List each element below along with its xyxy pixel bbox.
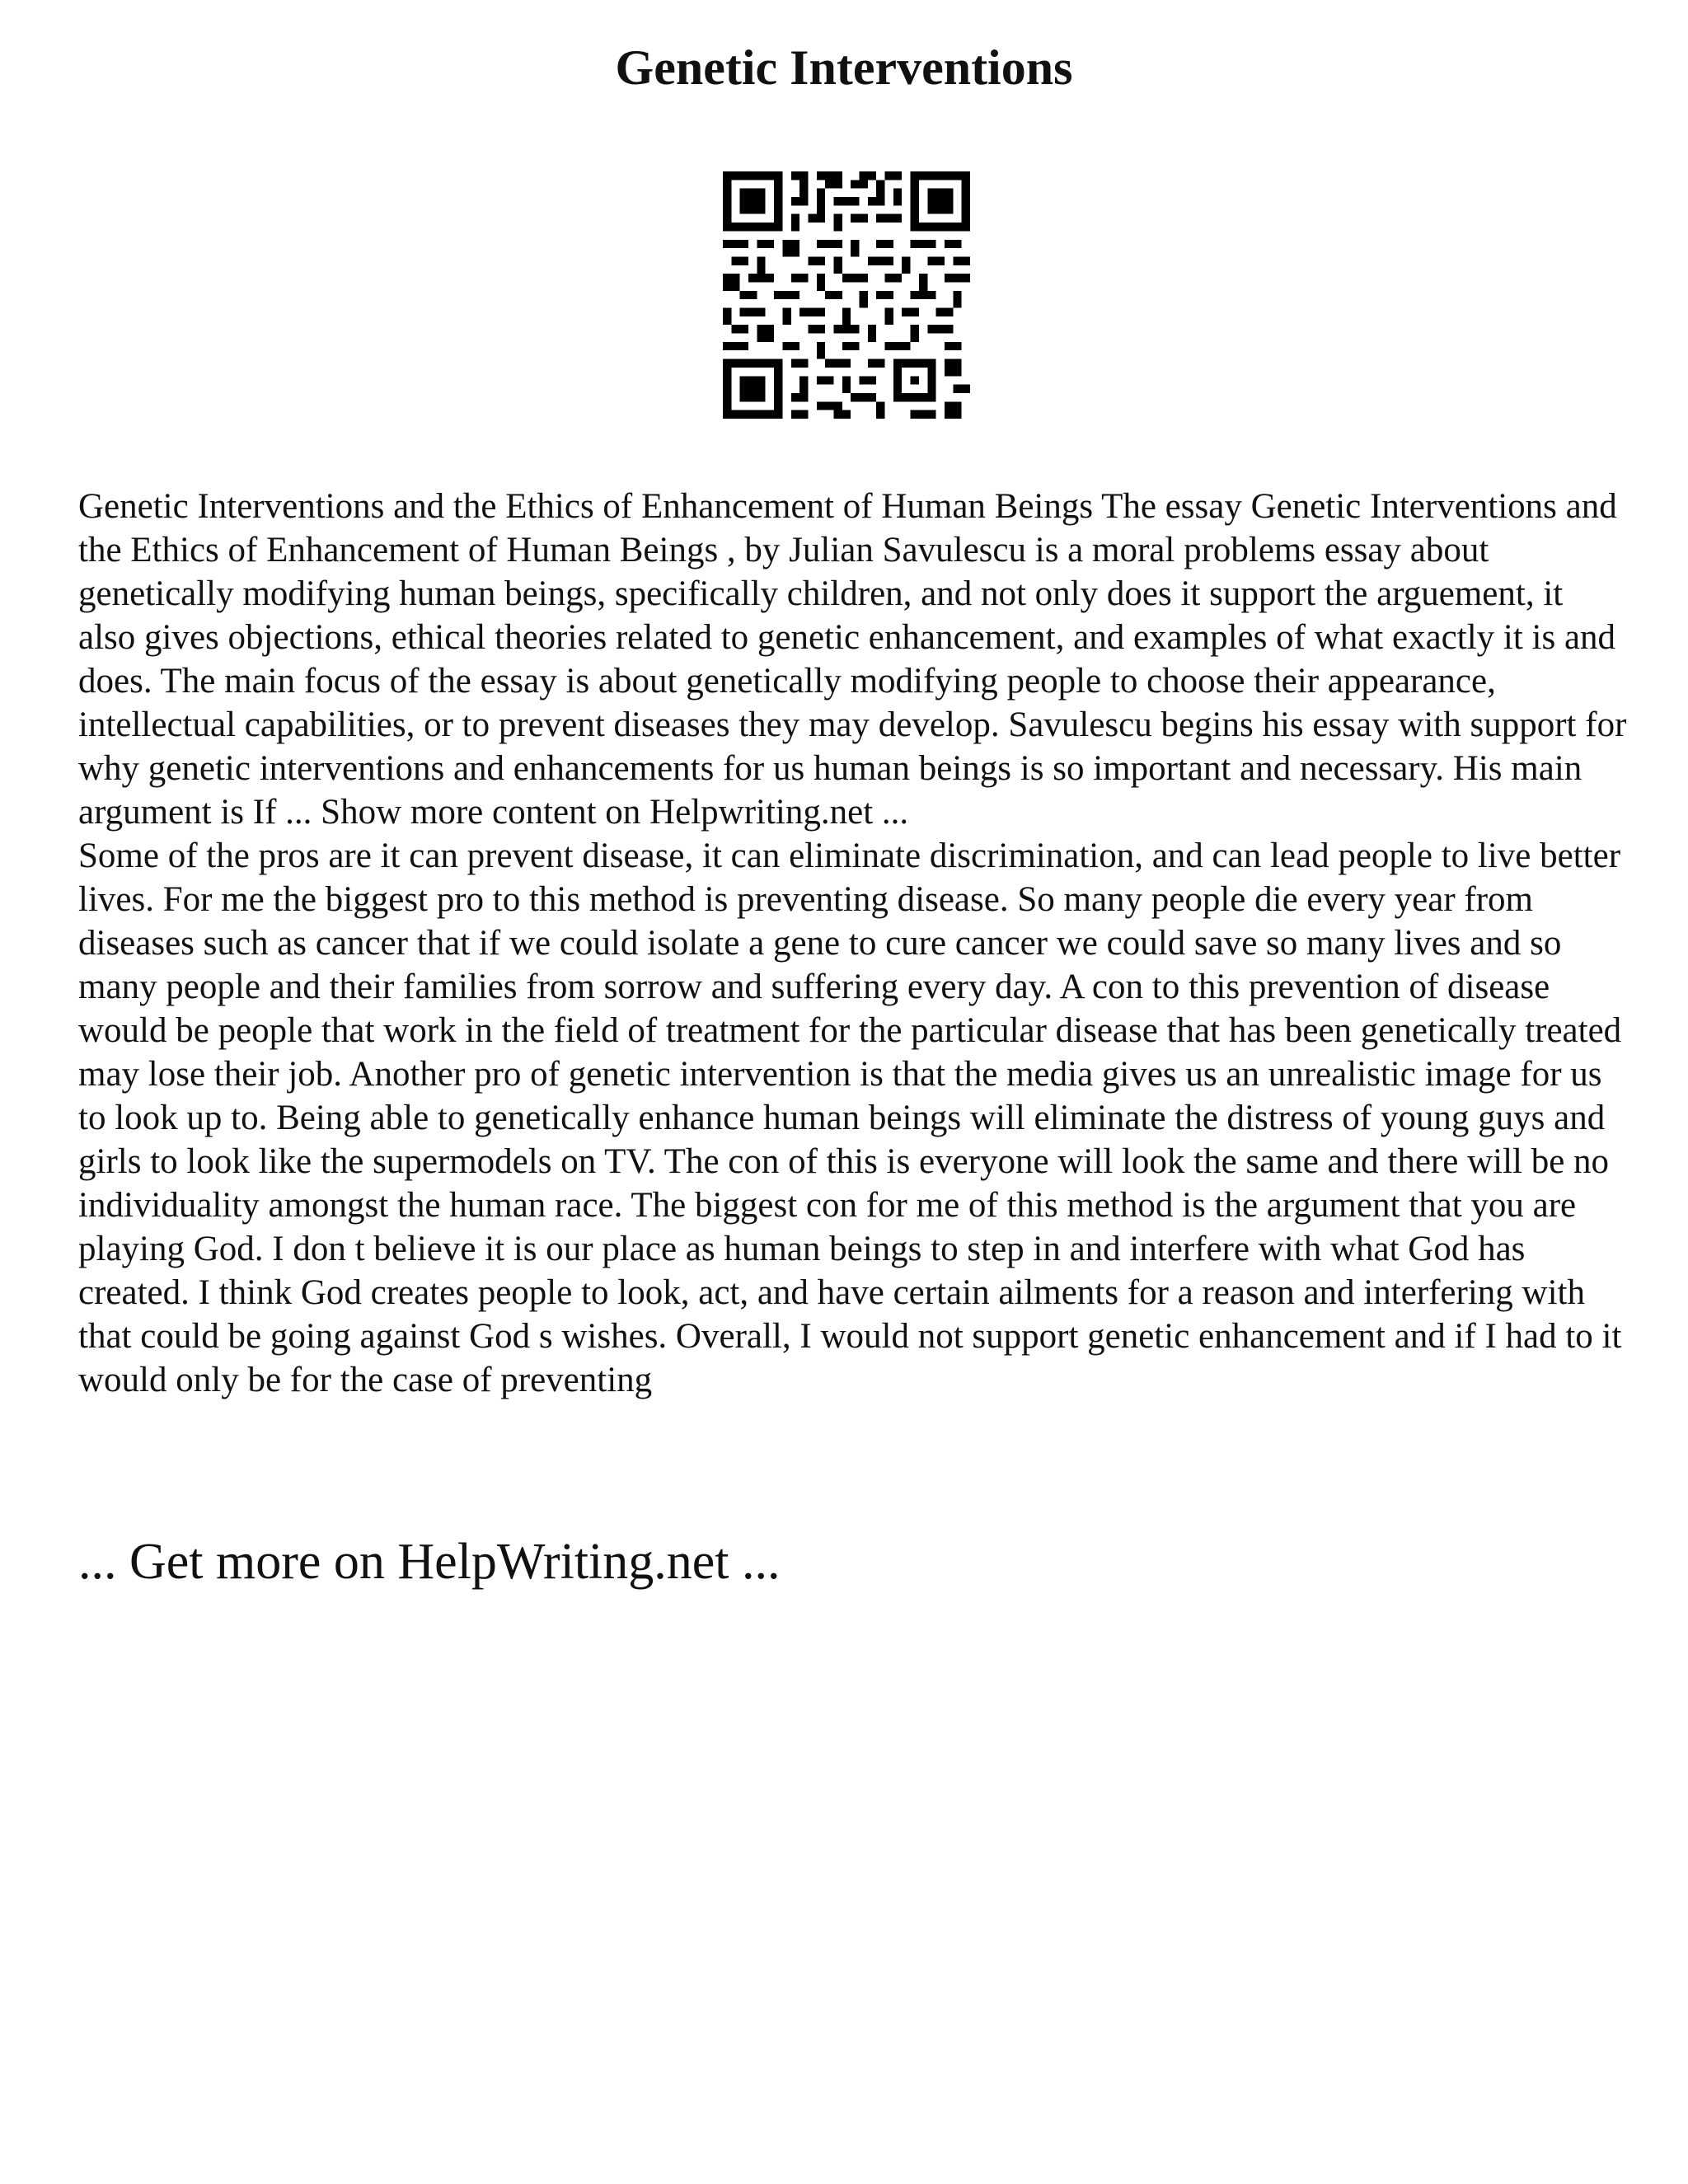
essay-body <box>78 485 1628 1402</box>
page-title: Genetic Interventions <box>615 40 1073 95</box>
qr-code-icon <box>723 171 970 419</box>
essay-paragraph: Some of the pros are it can prevent disease, it can eliminate discrimination, and can lead people to live better lives. For me the biggest pro to this method is preventing disease. So many people die every year from diseases such as cancer that if we could isolate a gene to cure cancer we could save so many lives and so many people and their families from sorrow and suffering every day. A con to this prevention of disease would be people that work in the field of treatment for the particular disease that has been genetically treated may lose their job. Another pro of genetic intervention is that the media gives us an unrealistic image for us to look up to. Being able to genetically enhance human beings will eliminate the distress of young guys and girls to look like the supermodels on TV. The con of this is everyone will look the same and there will be no individuality amongst the human race. The biggest con for me of this method is the argument that you are playing God. I don t believe it is our place as human beings to step in and interfere with what God has created. I think God creates people to look, act, and have certain ailments for a reason and interfering with that could be going against God s wishes. Overall, I would not support genetic enhancement and if I had to it would only be for the case of preventing <box>78 837 1622 1399</box>
get-more-link[interactable]: ... Get more on HelpWriting.net ... <box>78 1534 781 1590</box>
essay-paragraph: Genetic Interventions and the Ethics of Enhancement of Human Beings The essay Genetic Interventions and the Ethics of Enhancement of Human Beings , by Julian Savulescu is a moral problems essay about genetically modifying human beings, specifically children, and not only does it support the arguement, it also gives objections, ethical theories related to genetic enhancement, and examples of what exactly it is and does. The main focus of the essay is about genetically modifying people to choose their appearance, intellectual capabilities, or to prevent diseases they may develop. Savulescu begins his essay with support for why genetic interventions and enhancements for us human beings is so important and necessary. His main argument is If ... Show more content on Helpwriting.net ... <box>78 487 1627 832</box>
